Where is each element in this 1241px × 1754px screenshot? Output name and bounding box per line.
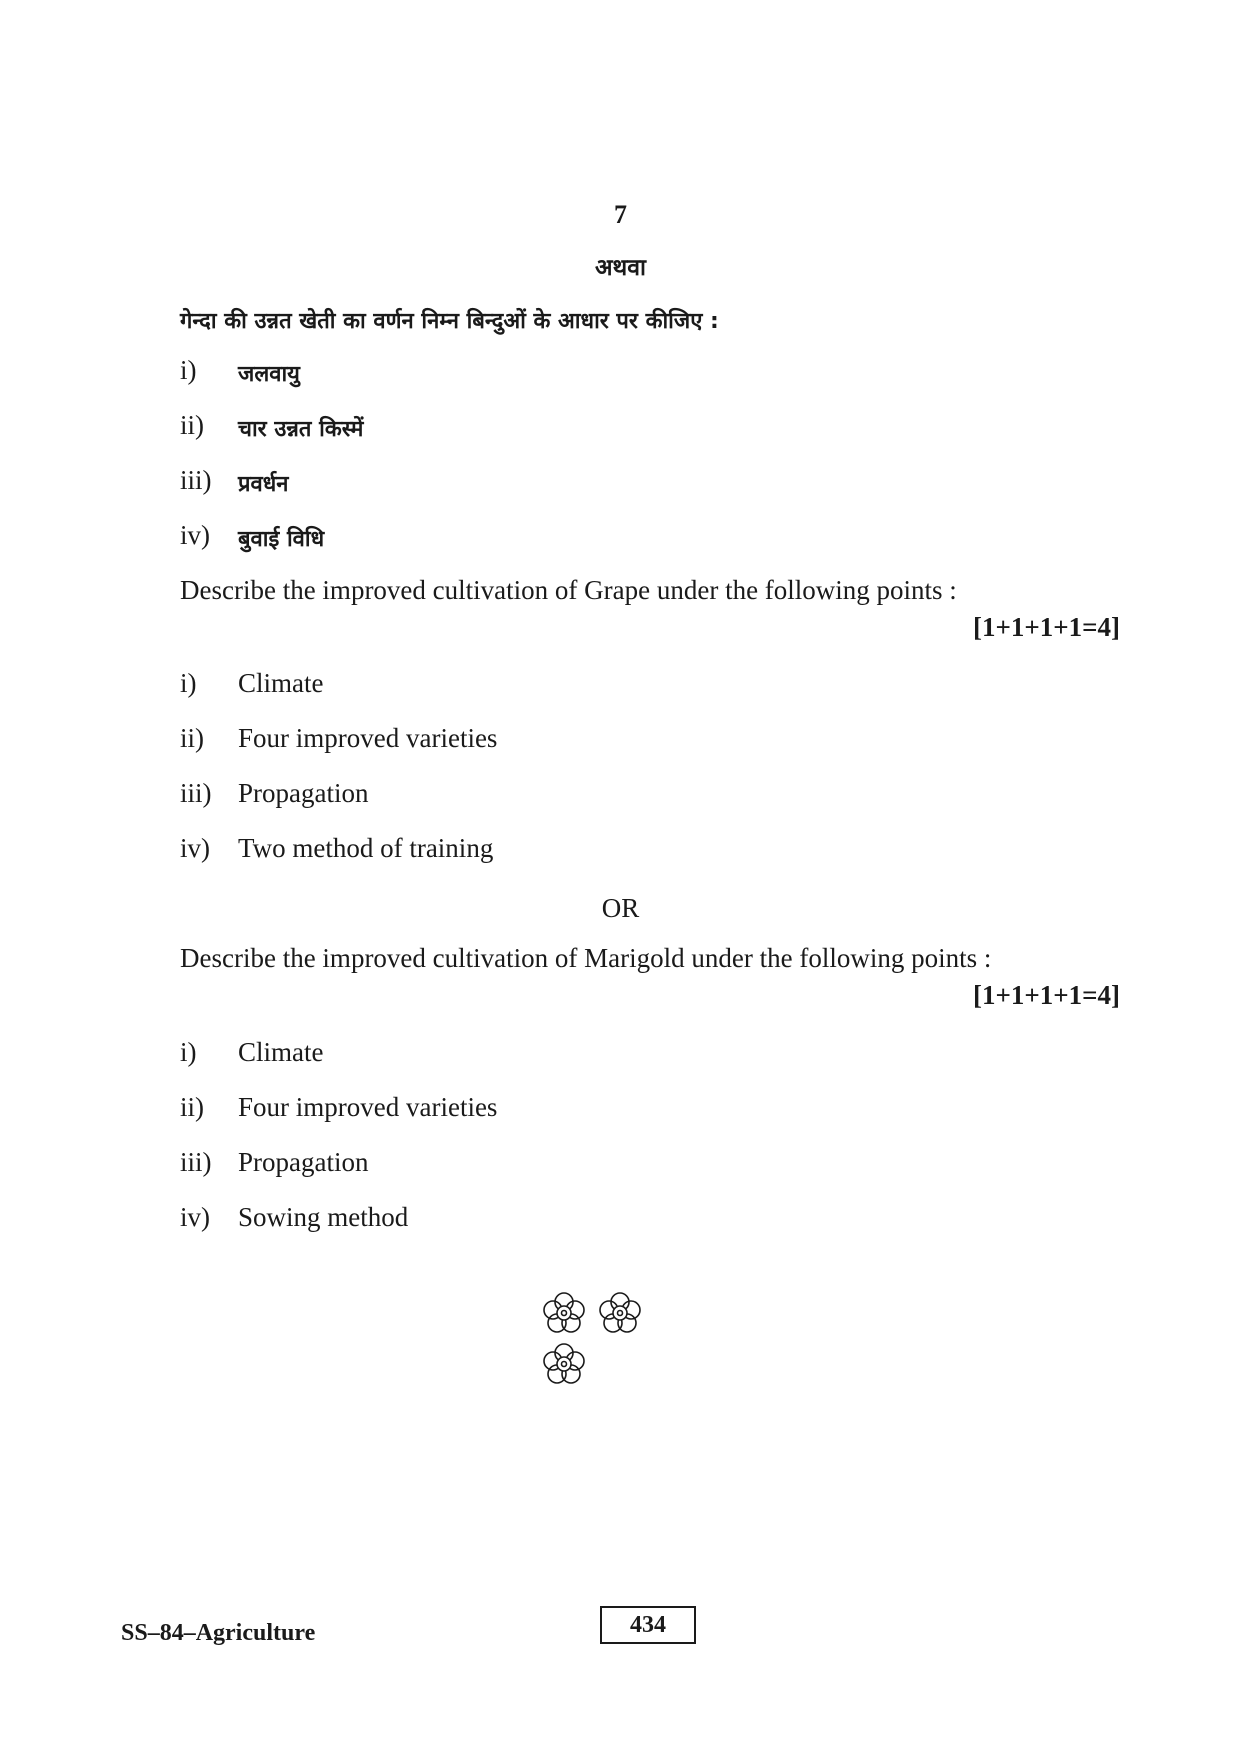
item-number: ii) [180, 723, 204, 753]
page-number: 7 [614, 200, 627, 229]
item-number: iv) [180, 833, 210, 863]
item-number: i) [180, 355, 197, 385]
end-ornament [540, 1290, 700, 1338]
flower-icon [540, 1290, 588, 1336]
item-number: i) [180, 668, 197, 698]
grape-question: Describe the improved cultivation of Grape under the following points : [180, 575, 957, 605]
item-text: जलवायु [238, 362, 300, 387]
item-text: Propagation [238, 1147, 369, 1177]
item-number: iii) [180, 465, 212, 495]
hindi-or-label: अथवा [594, 255, 646, 281]
item-number: ii) [180, 1092, 204, 1122]
item-text: Propagation [238, 778, 369, 808]
item-text: Two method of training [238, 833, 494, 863]
marigold-marks: [1+1+1+1=4] [972, 980, 1120, 1010]
item-text: Climate [238, 1037, 324, 1067]
hindi-question: गेन्दा की उन्नत खेती का वर्णन निम्न बिन्दुओं के आधार पर कीजिए : [180, 309, 719, 334]
item-number: iii) [180, 778, 212, 808]
footer-page-number: 434 [600, 1606, 696, 1644]
item-number: iv) [180, 1202, 210, 1232]
item-number: iv) [180, 520, 210, 550]
item-number: ii) [180, 410, 204, 440]
flower-icon [596, 1290, 644, 1336]
item-text: चार उन्नत किस्में [238, 417, 364, 442]
item-text: Climate [238, 668, 324, 698]
grape-marks: [1+1+1+1=4] [972, 612, 1120, 642]
flower-icon [540, 1341, 588, 1387]
item-number: iii) [180, 1147, 212, 1177]
item-text: प्रवर्धन [238, 472, 289, 497]
item-text: Four improved varieties [238, 723, 498, 753]
item-text: Sowing method [238, 1202, 409, 1232]
item-text: Four improved varieties [238, 1092, 498, 1122]
item-text: बुवाई विधि [238, 527, 325, 552]
or-label: OR [601, 893, 640, 923]
marigold-question: Describe the improved cultivation of Marigold under the following points : [180, 943, 992, 973]
footer-paper-code: SS–84–Agriculture [121, 1620, 316, 1646]
item-number: i) [180, 1037, 197, 1067]
